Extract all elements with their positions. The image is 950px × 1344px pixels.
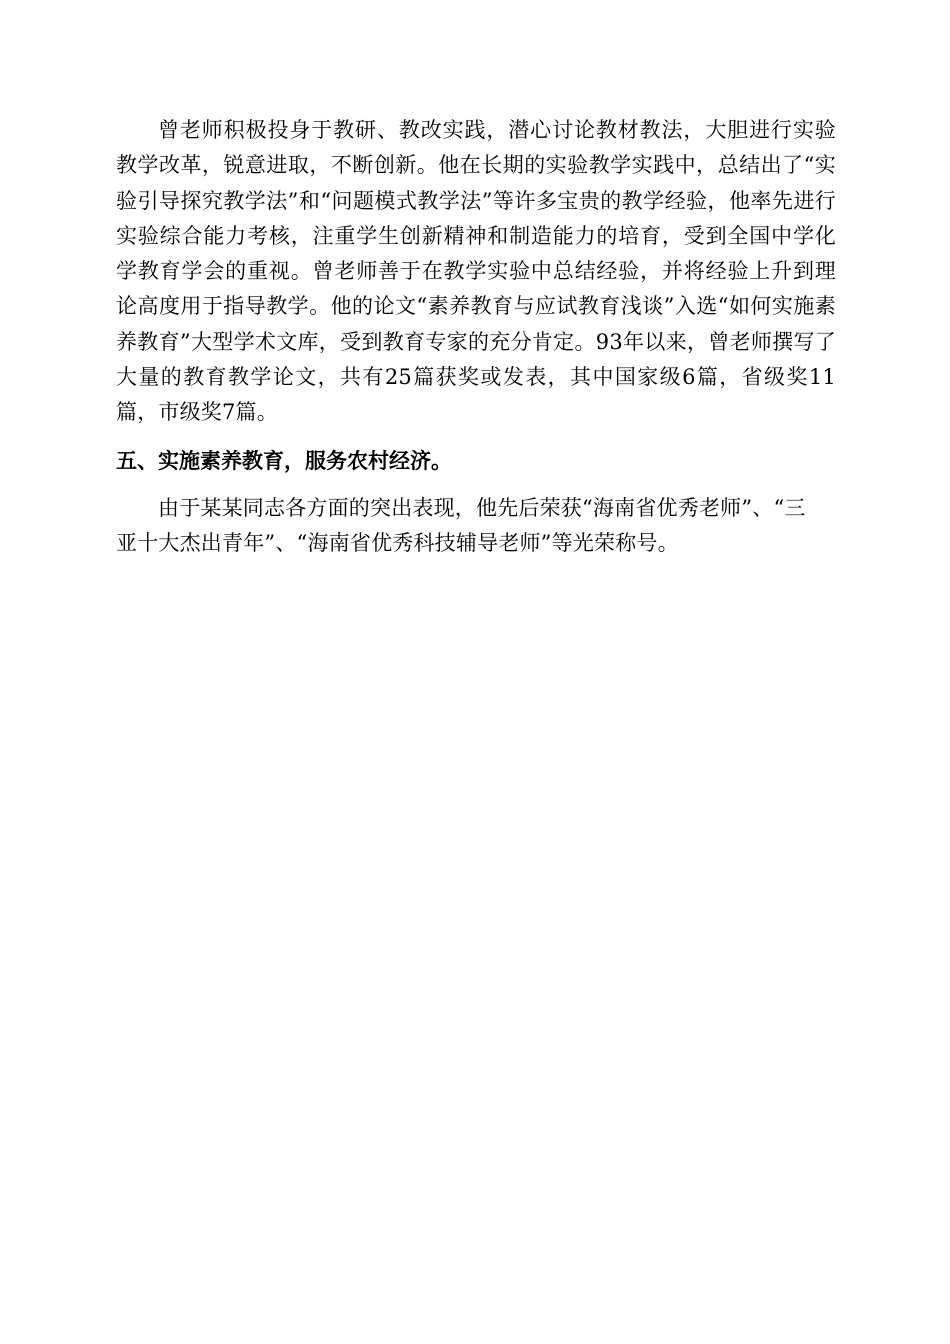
- body-paragraph-honors: 由于某某同志各方面的突出表现，他先后荣获“海南省优秀老师”、“三亚十大杰出青年”、“海南省优秀科技辅导老师”等光荣称号。: [116, 495, 806, 555]
- body-paragraph-teaching-research: 曾老师积极投身于教研、教改实践，潜心讨论教材教法，大胆进行实验教学改革，锐意进取，不断创新。他在长期的实验教学实践中，总结出了“实验引导探究教学法”和“问题模式教学法”等许多宝贵的教学经验，他率先进行实验综合能力考核，注重学生创新精神和制造能力的培育，受到全国中学化学教育学会的重视。曾老师善于在教学实验中总结经验，并将经验上升到理论高度用于指导教学。他的论文“素养教育与应试教育浅谈”入选“如何实施素养教育”大型学术文库，受到教育专家的充分肯定。93年以来，曾老师撰写了大量的教育教学论文，共有25篇获奖或发表，其中国家级6篇，省级奖11篇，市级奖7篇。: [116, 118, 836, 425]
- section-heading: 五、实施素养教育，服务农村经济。: [116, 448, 452, 473]
- document-body: [116, 113, 836, 561]
